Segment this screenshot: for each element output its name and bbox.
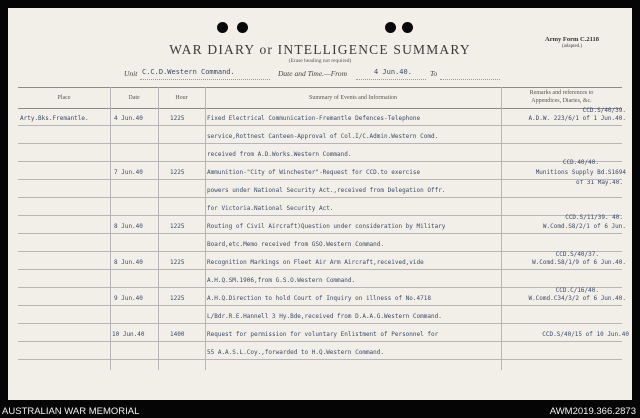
remarks-reference: CCD.S/40/15 of 10 Jun.40 xyxy=(542,331,629,338)
column-header-place: Place xyxy=(57,95,71,101)
row-date: 9 Jun.40 xyxy=(114,295,143,302)
punch-hole xyxy=(385,22,396,33)
remarks-reference: W.Comd.C34/3/2 of 6 Jun.40. xyxy=(528,295,626,302)
unit-value: C.C.D.Western Command. xyxy=(142,68,235,76)
column-header-date: Date xyxy=(128,95,140,101)
row-hour: 1225 xyxy=(170,169,185,176)
unit-label: Unit xyxy=(124,69,138,78)
page-subtitle: (Erase heading not required) xyxy=(288,58,352,64)
column-divider xyxy=(205,87,206,370)
remarks-reference: CCD.40/40. xyxy=(562,159,599,166)
remarks-reference: A.D.W. 223/6/1 of 1 Jun.40. xyxy=(528,115,626,122)
column-header-remarks: Remarks and references to xyxy=(529,90,594,96)
row-place: Arty.Bks.Fremantle. xyxy=(20,115,89,122)
row-hour: 1400 xyxy=(170,331,185,338)
column-header-hour: Hour xyxy=(175,95,188,101)
entry-rule xyxy=(18,323,622,324)
entry-rule xyxy=(18,179,622,180)
date-label: Date and Time.—From xyxy=(278,69,348,78)
column-header-summary: Summary of Events and Information xyxy=(309,95,397,101)
footer-credit: AUSTRALIAN WAR MEMORIAL xyxy=(2,406,140,417)
column-divider xyxy=(110,87,111,370)
date-underline xyxy=(356,79,426,80)
summary-line: L/Bdr.R.E.Hannell 3 Hy.Bde,received from D.A.A.G.Western Command. xyxy=(207,313,442,320)
remarks-reference: W.Comd.S8/1/9 of 6 Jun.40. xyxy=(532,259,626,266)
form-number: Army Form C.2118 xyxy=(545,36,599,43)
entry-rule xyxy=(18,233,622,234)
row-date: 8 Jun.40 xyxy=(114,223,143,230)
summary-line: Fixed Electrical Communication-Fremantle Defences-Telephone xyxy=(207,115,421,122)
row-date: 7 Jun.40 xyxy=(114,169,143,176)
remarks-reference: CCD.S/40/37. xyxy=(555,251,599,258)
entry-rule xyxy=(18,143,622,144)
form-adapted-note: (adapted.) xyxy=(562,44,583,49)
punch-hole xyxy=(402,22,413,33)
entry-rule xyxy=(18,341,622,342)
war-diary-sheet xyxy=(8,8,632,400)
entry-rule xyxy=(18,125,622,126)
summary-line: Board,etc.Memo received from GSO.Western Command. xyxy=(207,241,385,248)
summary-line: 55 A.A.S.L.Coy.,forwarded to H.Q.Western Command. xyxy=(207,349,385,356)
remarks-reference: Munitions Supply Bd.S1694 xyxy=(535,169,626,176)
column-divider xyxy=(158,87,159,370)
remarks-reference: W.Comd.S8/2/1 of 6 Jun. xyxy=(542,223,626,230)
entry-rule xyxy=(18,305,622,306)
footer-accession-number: AWM2019.366.2873 xyxy=(549,406,636,417)
to-label: To xyxy=(430,69,438,78)
column-header-remarks-line-2: Appendices, Diaries, &c. xyxy=(531,98,592,104)
remarks-reference: of 31 May.40. xyxy=(576,179,623,186)
row-hour: 1225 xyxy=(170,115,185,122)
summary-line: Request for permission for voluntary Enlistment of Personnel for xyxy=(207,331,439,338)
summary-line: received from A.D.Works.Western Command. xyxy=(207,151,352,158)
entry-rule xyxy=(18,269,622,270)
row-date: 10 Jun.40 xyxy=(112,331,145,338)
summary-line: service,Rottnest Canteen-Approval of Col.I/C.Admin.Western Comd. xyxy=(207,133,439,140)
unit-underline xyxy=(140,79,270,80)
remarks-reference: CCD.C/16/40. xyxy=(555,287,599,294)
table-top-rule xyxy=(18,87,622,88)
entry-rule xyxy=(18,359,622,360)
summary-line: Ammunition-"City of Winchester"-Request for CCD.to exercise xyxy=(207,169,421,176)
row-hour: 1225 xyxy=(170,295,185,302)
remarks-reference: CCD.S/40/39. xyxy=(582,107,626,114)
remarks-reference: CCD.S/11/39. 40. xyxy=(565,214,623,221)
summary-line: Routing of Civil Aircraft)Question under consideration by Military xyxy=(207,223,446,230)
entry-rule xyxy=(18,197,622,198)
row-hour: 1225 xyxy=(170,259,185,266)
row-date: 4 Jun.40 xyxy=(114,115,143,122)
summary-line: for Victoria.National Security Act. xyxy=(207,205,334,212)
summary-line: Recognition Markings on Fleet Air Arm Aircraft,received,vide xyxy=(207,259,424,266)
row-date: 8 Jun.40 xyxy=(114,259,143,266)
summary-line: A.H.Q.SM.1906,from G.S.O.Western Command. xyxy=(207,277,356,284)
summary-line: A.H.Q.Direction to hold Court of Inquiry on illness of No.4718 xyxy=(207,295,431,302)
date-from-value: 4 Jun.40. xyxy=(374,68,412,76)
punch-hole xyxy=(237,22,248,33)
page-title: WAR DIARY or INTELLIGENCE SUMMARY xyxy=(169,42,471,57)
punch-hole xyxy=(217,22,228,33)
row-hour: 1225 xyxy=(170,223,185,230)
summary-line: powers under National Security Act.,received from Delegation Offr. xyxy=(207,187,446,194)
to-underline xyxy=(440,79,500,80)
